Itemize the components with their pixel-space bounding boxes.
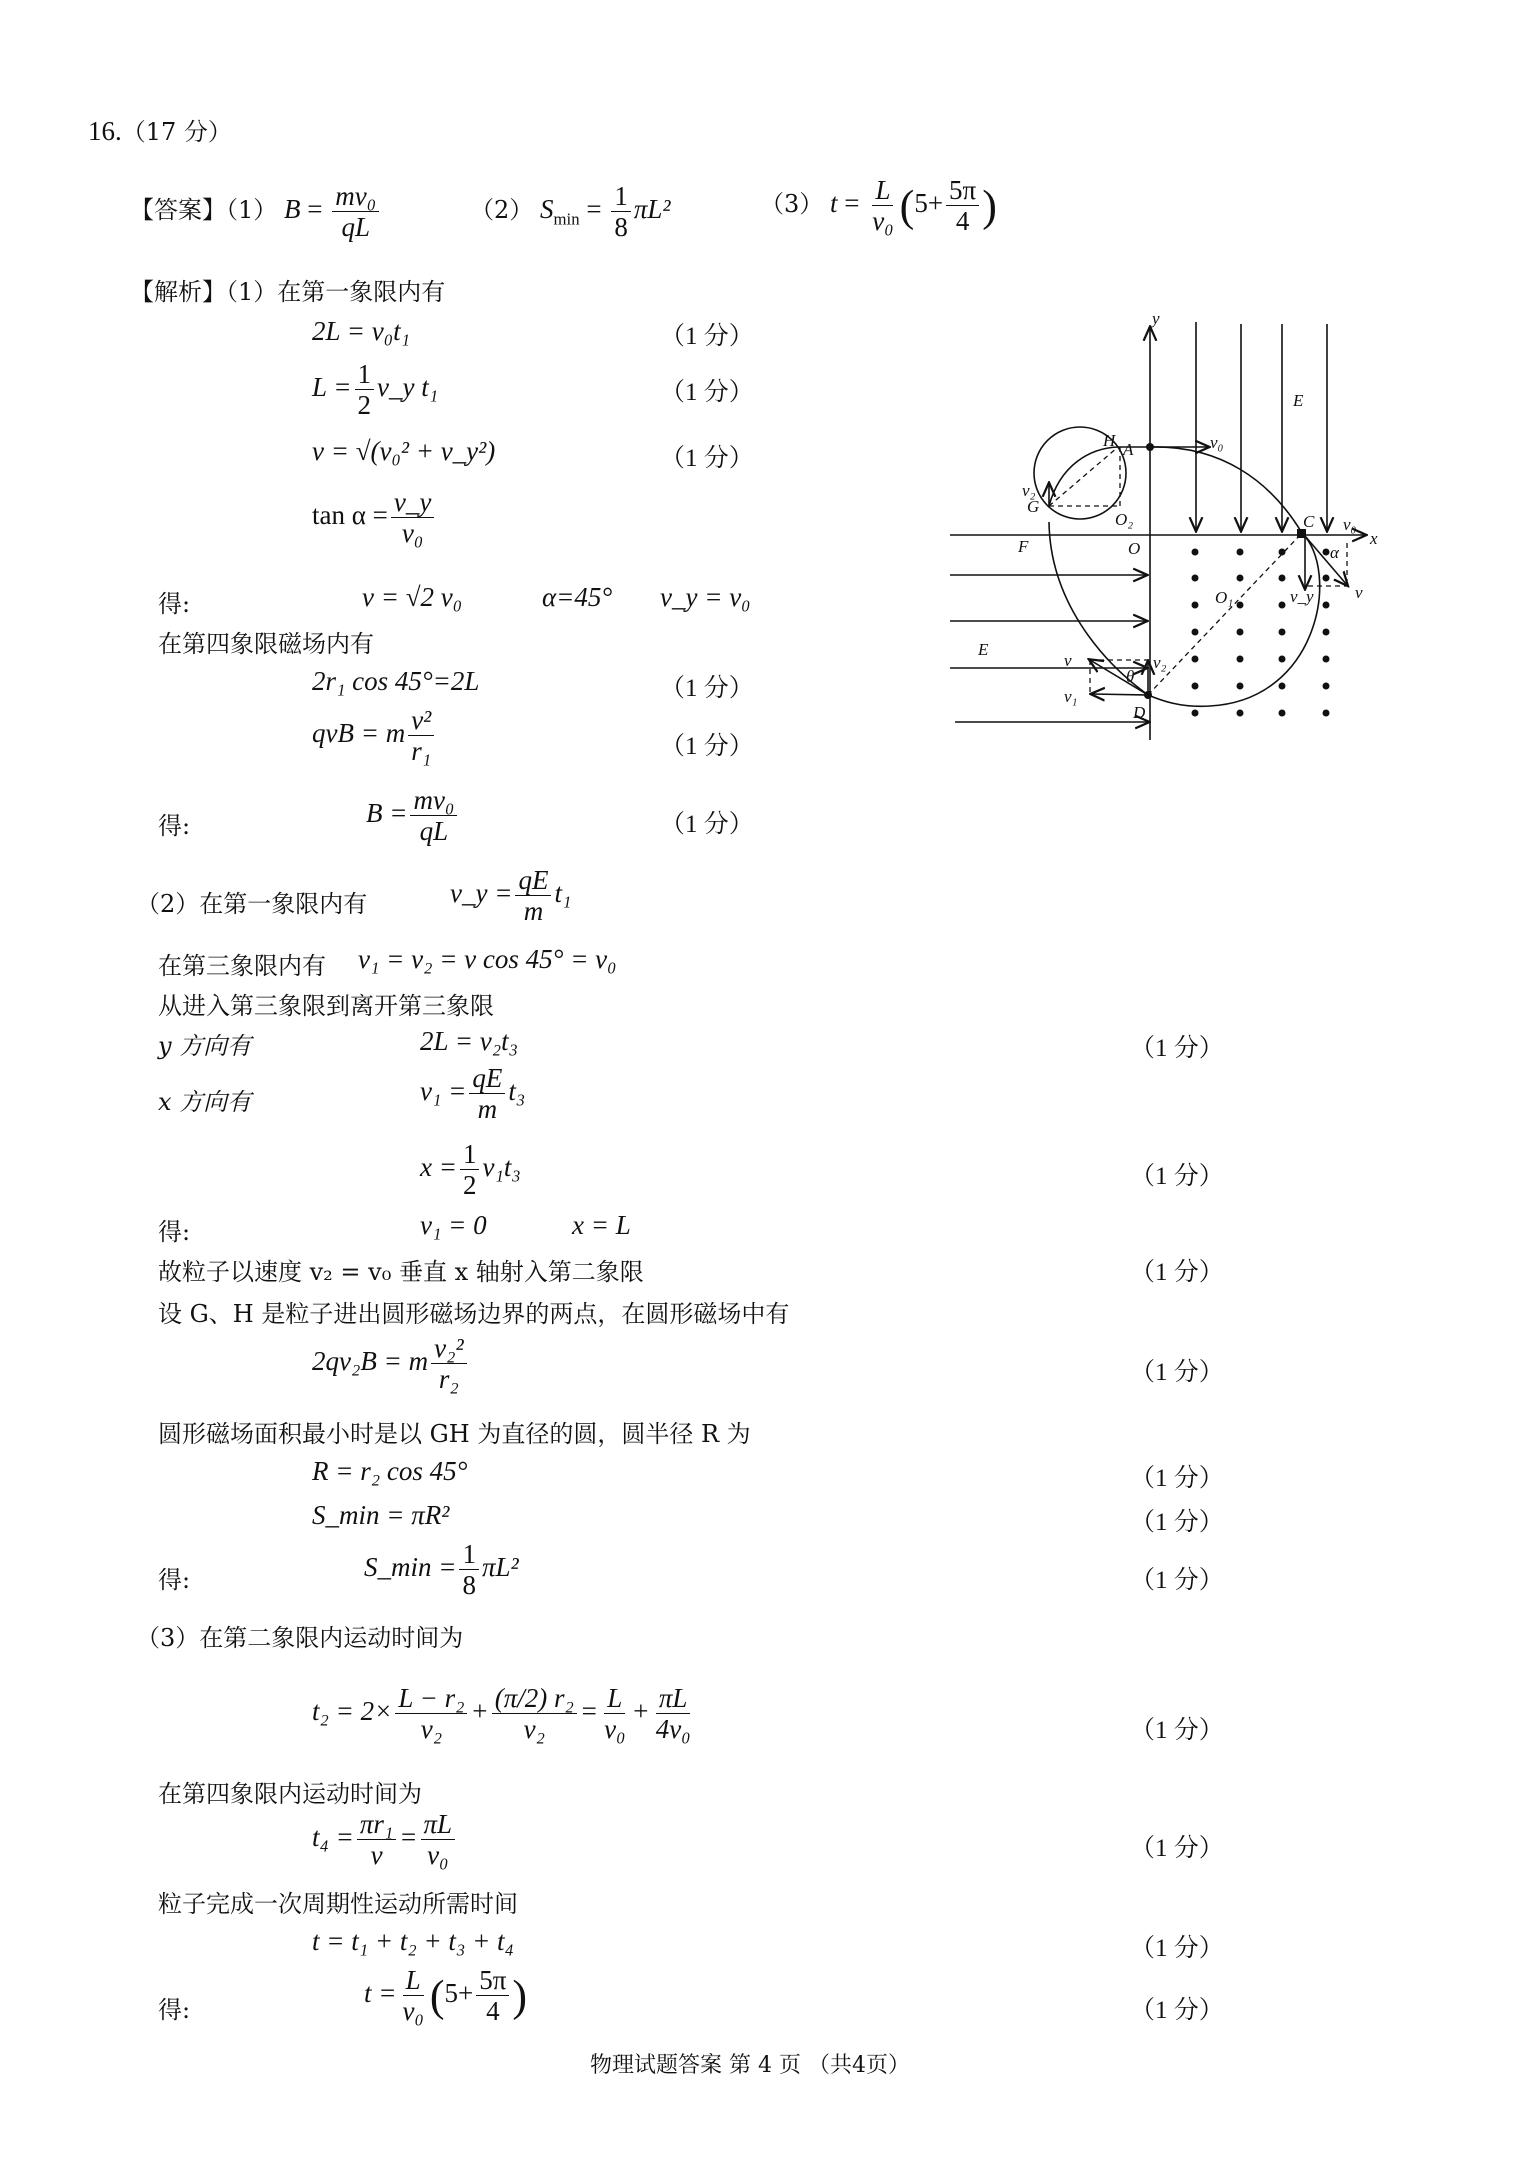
svg-text:E: E [978, 640, 989, 659]
score: （1 分） [1130, 1163, 1224, 1190]
answer-part3: （3） t = $\frac{L}{\text{v₀}}$ (5+ $\frac{5\pi}{4}$ ) [760, 175, 997, 237]
answer-label: 【答案】 [130, 196, 226, 225]
result-v: v = √2 v₀ [362, 582, 463, 612]
eq-L: L = $\frac{1}{2}$ v_y t₁ [312, 359, 439, 421]
magnetic-heading: 在第四象限磁场内有 [158, 630, 374, 658]
score: （1 分） [1130, 1359, 1224, 1386]
enter-text: 从进入第三象限到离开第三象限 [158, 992, 494, 1020]
svg-text:E: E [1293, 391, 1304, 410]
score: （1 分） [1130, 1509, 1224, 1536]
eq-t2: t₂ = 2× $\frac{\text{L − r₂}}{\text{v₂}}$ + $\frac{\text{(π/2) r₂}}{\text{v₂}}$ = $\frac{L}{\text{v₀}}$ + $\frac{\pi L}{\text{4v₀}}$ [312, 1683, 691, 1745]
svg-text:v: v [1355, 583, 1363, 602]
eq-qvB: qvB = m $\frac{\text{v²}}{\text{r₁}}$ [312, 706, 437, 766]
result-B: B = $\frac{\text{mv₀}}{qL}$ [366, 786, 460, 846]
result-label: 得: [158, 1996, 191, 2024]
min-text: 圆形磁场面积最小时是以 GH 为直径的圆，圆半径 R 为 [158, 1420, 751, 1448]
svg-text:F: F [1018, 537, 1029, 556]
eq-S: S_min = πR² [312, 1500, 450, 1530]
eq-2L: 2L = v₀t₁ [312, 316, 411, 346]
x-dir: x 方向有 [158, 1088, 252, 1116]
svg-text:α: α [1330, 543, 1339, 562]
svg-text:v₀: v₀ [1343, 515, 1357, 534]
score: （1 分） [1130, 1997, 1224, 2024]
score: （1 分） [1130, 1835, 1224, 1862]
physics-diagram [950, 300, 1400, 750]
svg-text:θ: θ [1126, 667, 1135, 686]
svg-text:C: C [1303, 512, 1315, 531]
svg-text:H: H [1103, 431, 1116, 450]
result-t: t = $\frac{L}{\text{v₀}}$ (5+ $\frac{5\pi}{4}$ ) [364, 1965, 528, 2027]
result-label: 得: [158, 1566, 191, 1594]
score: （1 分） [660, 323, 754, 350]
svg-text:v_y: v_y [1290, 587, 1314, 606]
y-dir: y 方向有 [158, 1032, 252, 1060]
result-label: 得: [158, 812, 191, 840]
gh-text: 设 G、H 是粒子进出圆形磁场边界的两点，在圆形磁场中有 [158, 1300, 790, 1328]
score: （1 分） [1130, 1935, 1224, 1962]
analysis-part1-heading: 【解析】（1）在第一象限内有 [130, 278, 446, 306]
eq-tan: tan α = $\frac{v\_y}{\text{v₀}}$ [312, 488, 437, 548]
eq-circle: 2qv₂B = m $\frac{\text{v₂²}}{\text{r₂}}$ [312, 1334, 470, 1394]
svg-text:v₁: v₁ [1064, 687, 1078, 706]
result-label: 得: [158, 1218, 191, 1246]
answer-part2: （2） $S_{min}$ = $\frac{1}{8}$ πL² [470, 181, 671, 243]
q3-text: 在第三象限内有 [158, 952, 326, 980]
svg-text:O₁: O₁ [1215, 588, 1234, 607]
score: （1 分） [1130, 1259, 1224, 1286]
period-text: 粒子完成一次周期性运动所需时间 [158, 1890, 518, 1918]
question-number: 16.（17 分） [88, 116, 232, 146]
answer-line: 【答案】（1） B = $\frac{\text{mv₀}}{qL}$ [130, 182, 382, 242]
score: （1 分） [1130, 1567, 1224, 1594]
score: （1 分） [1130, 1465, 1224, 1492]
svg-text:v: v [1064, 651, 1072, 670]
svg-text:x: x [1370, 529, 1378, 548]
eq-t-sum: t = t₁ + t₂ + t₃ + t₄ [312, 1926, 514, 1956]
result-v1: v₁ = 0 [420, 1210, 487, 1240]
svg-text:G: G [1027, 497, 1040, 516]
svg-text:D: D [1133, 703, 1146, 722]
svg-text:v₀: v₀ [1210, 433, 1224, 452]
part3-heading: （3）在第二象限内运动时间为 [136, 1624, 464, 1652]
score: （1 分） [660, 733, 754, 760]
eq-r1: 2r₁ cos 45°=2L [312, 666, 480, 696]
q4-text: 在第四象限内运动时间为 [158, 1780, 422, 1808]
svg-text:v₂: v₂ [1022, 481, 1036, 500]
score: （1 分） [1130, 1035, 1224, 1062]
conclusion: 故粒子以速度 v₂ = v₀ 垂直 x 轴射入第二象限 [158, 1258, 644, 1286]
result-alpha: α=45° [542, 582, 613, 612]
svg-text:A: A [1123, 440, 1134, 459]
svg-text:O: O [1128, 539, 1141, 558]
svg-text:y: y [1152, 309, 1160, 328]
result-label: 得: [158, 590, 191, 618]
svg-text:O₂: O₂ [1115, 510, 1134, 529]
page-footer: 物理试题答案 第 4 页 （共4页） [590, 2053, 910, 2078]
eq-t4: t₄ = $\frac{\text{πr₁}}{v}$ = $\frac{\pi L}{\text{v₀}}$ [312, 1810, 458, 1870]
svg-text:v₂: v₂ [1153, 653, 1167, 672]
y-eq: 2L = v₂t₃ [420, 1026, 519, 1056]
eq-R: R = r₂ cos 45° [312, 1456, 468, 1486]
result-vy: v_y = v₀ [660, 582, 751, 612]
score: （1 分） [660, 379, 754, 406]
x-eq2: x = $\frac{1}{2}$ v₁t₃ [420, 1139, 521, 1201]
eq-v: v = √(v₀² + v_y²) [312, 436, 496, 466]
result-x: x = L [572, 1210, 631, 1240]
part2-heading: （2）在第一象限内有 [136, 890, 368, 918]
score: （1 分） [660, 445, 754, 472]
eq-vy: v_y = $\frac{qE}{m}$ t₁ [450, 865, 572, 927]
score: （1 分） [1130, 1717, 1224, 1744]
score: （1 分） [660, 675, 754, 702]
q3-eq: v₁ = v₂ = v cos 45° = v₀ [358, 944, 617, 974]
result-S: S_min = $\frac{1}{8}$ πL² [364, 1539, 519, 1601]
x-eq: v₁ = $\frac{qE}{m}$ t₃ [420, 1063, 526, 1125]
score: （1 分） [660, 811, 754, 838]
